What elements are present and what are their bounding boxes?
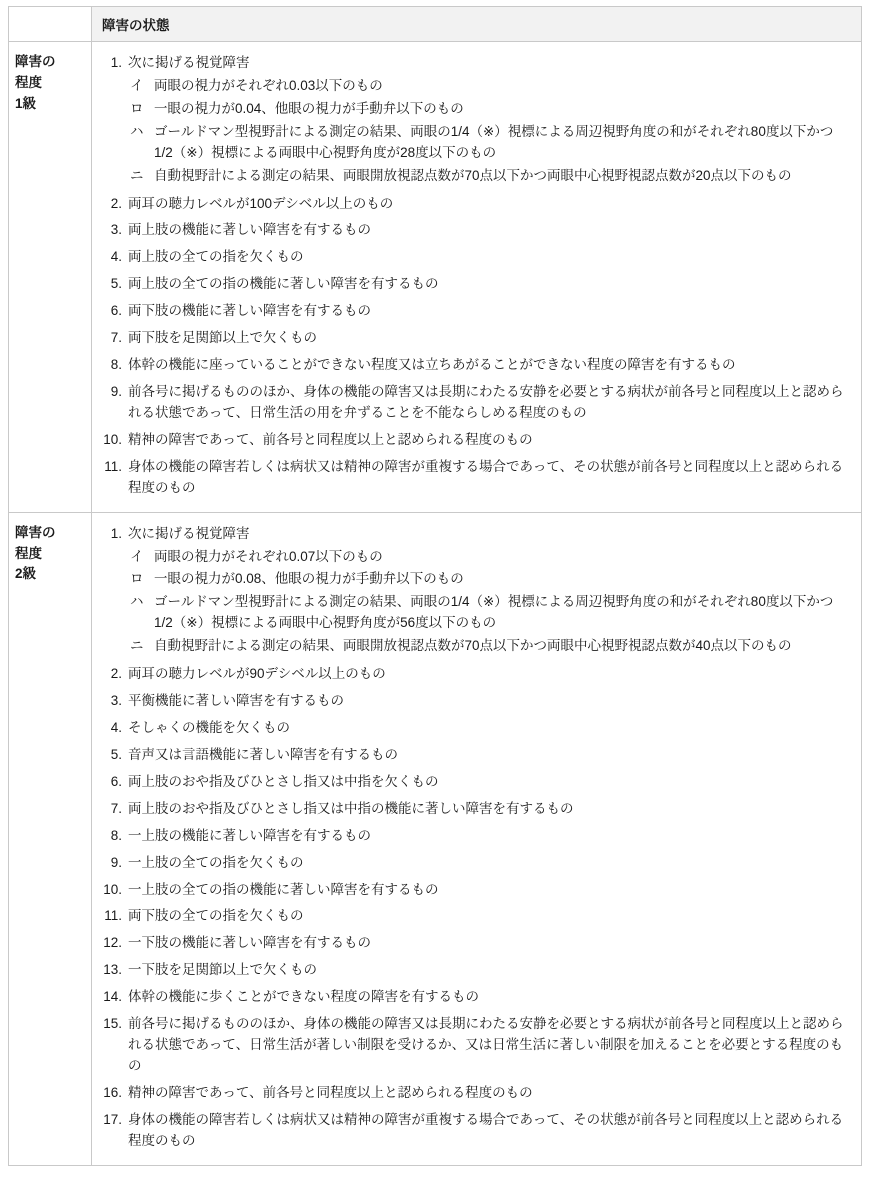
sublist-item-text: ゴールドマン型視野計による測定の結果、両眼の1/4（※）視標による周辺視野角度の和がそれぞれ80度以下かつ1/2（※）視標による両眼中心視野角度が28度以下のもの [154, 123, 834, 160]
condition-sublist [128, 75, 851, 188]
list-item [98, 1011, 851, 1080]
list-item [98, 352, 851, 379]
grade-label-cell [9, 512, 92, 1165]
list-item-text: 平衡機能に著しい障害を有するもの [128, 693, 344, 709]
list-item [98, 903, 851, 930]
sublist-item-text: 一眼の視力が0.04、他眼の視力が手動弁以下のもの [154, 100, 464, 116]
list-item-text: 両上肢の全ての指の機能に著しい障害を有するもの [128, 276, 439, 292]
sublist-item [128, 635, 851, 658]
sublist-item-marker: ニ [130, 638, 144, 654]
list-item-text: 前各号に掲げるもののほか、身体の機能の障害又は長期にわたる安静を必要とする病状が前各号と同程度以上と認められる状態であって、日常生活が著しい制限を受けるか、又は日常生活に著しい制限を加えることを必要とする程度のもの [128, 1016, 844, 1073]
sublist-item [128, 591, 851, 635]
column-header-blank [9, 7, 92, 42]
list-item [98, 877, 851, 904]
grade-content-cell [92, 42, 862, 513]
list-item-text: 両下肢の機能に著しい障害を有するもの [128, 303, 371, 319]
list-item-text: 一下肢を足関節以上で欠くもの [128, 962, 317, 978]
list-item [98, 454, 851, 502]
grade-label-line: 程度 [15, 74, 42, 90]
disability-grade-table [8, 6, 862, 1166]
sublist-item-marker: イ [130, 77, 144, 93]
list-item-text: そしゃくの機能を欠くもの [128, 719, 290, 735]
list-item-text: 一上肢の全ての指の機能に著しい障害を有するもの [128, 881, 439, 897]
grade-label-line: 2級 [15, 566, 37, 582]
grade-content-cell [92, 512, 862, 1165]
list-item [98, 521, 851, 662]
list-item-text: 体幹の機能に座っていることができない程度又は立ちあがることができない程度の障害を有するもの [128, 357, 736, 373]
grade-label-cell [9, 42, 92, 513]
list-item-text: 両下肢の全ての指を欠くもの [128, 908, 304, 924]
column-header-state: 障害の状態 [92, 7, 862, 42]
list-item [98, 1080, 851, 1107]
table-header [9, 7, 862, 42]
grade-label-line: 1級 [15, 95, 37, 111]
table-row [9, 512, 862, 1165]
sublist-item [128, 568, 851, 591]
list-item [98, 50, 851, 191]
grade-label-line: 障害の [15, 524, 56, 540]
sublist-item-text: 一眼の視力が0.08、他眼の視力が手動弁以下のもの [154, 571, 464, 587]
sublist-item-text: 自動視野計による測定の結果、両眼開放視認点数が70点以下かつ両眼中心視野視認点数が40点以下のもの [154, 638, 792, 654]
sublist-item-text: ゴールドマン型視野計による測定の結果、両眼の1/4（※）視標による周辺視野角度の和がそれぞれ80度以下かつ1/2（※）視標による両眼中心視野角度が56度以下のもの [154, 594, 834, 631]
sublist-item-marker: ロ [130, 100, 144, 116]
list-item-text: 身体の機能の障害若しくは病状又は精神の障害が重複する場合であって、その状態が前各号と同程度以上と認められる程度のもの [128, 458, 844, 495]
table-header-row [9, 7, 862, 42]
list-item-text: 一下肢の機能に著しい障害を有するもの [128, 935, 371, 951]
list-item [98, 217, 851, 244]
sublist-item [128, 121, 851, 165]
sublist-item [128, 546, 851, 569]
list-item [98, 823, 851, 850]
list-item [98, 661, 851, 688]
list-item-text: 両上肢のおや指及びひとさし指又は中指を欠くもの [128, 773, 439, 789]
list-item [98, 688, 851, 715]
table-body [9, 42, 862, 1166]
list-item [98, 191, 851, 218]
list-item-text: 両上肢の機能に著しい障害を有するもの [128, 222, 371, 238]
list-item-text: 精神の障害であって、前各号と同程度以上と認められる程度のもの [128, 431, 533, 447]
list-item-text: 音声又は言語機能に著しい障害を有するもの [128, 746, 398, 762]
list-item-text: 身体の機能の障害若しくは病状又は精神の障害が重複する場合であって、その状態が前各号と同程度以上と認められる程度のもの [128, 1111, 844, 1148]
list-item [98, 427, 851, 454]
sublist-item [128, 165, 851, 188]
sublist-item-marker: ハ [130, 123, 144, 139]
sublist-item-marker: ロ [130, 571, 144, 587]
list-item-text: 両耳の聴力レベルが100デシベル以上のもの [128, 195, 394, 211]
grade-label-line: 程度 [15, 545, 42, 561]
list-item [98, 325, 851, 352]
condition-list [98, 50, 851, 502]
list-item-text: 次に掲げる視覚障害 [128, 55, 250, 70]
condition-sublist [128, 546, 851, 659]
sublist-item-marker: イ [130, 548, 144, 564]
list-item [98, 796, 851, 823]
condition-list [98, 521, 851, 1155]
list-item-text: 両下肢を足関節以上で欠くもの [128, 330, 317, 346]
grade-label-line: 障害の [15, 54, 56, 69]
list-item [98, 930, 851, 957]
list-item [98, 957, 851, 984]
list-item [98, 298, 851, 325]
list-item-text: 体幹の機能に歩くことができない程度の障害を有するもの [128, 989, 479, 1005]
list-item-text: 両上肢の全ての指を欠くもの [128, 249, 304, 265]
sublist-item [128, 75, 851, 98]
table-row [9, 42, 862, 513]
list-item-text: 前各号に掲げるもののほか、身体の機能の障害又は長期にわたる安静を必要とする病状が前各号と同程度以上と認められる状態であって、日常生活の用を弁ずることを不能ならしめる程度のもの [128, 383, 844, 420]
sublist-item-text: 両眼の視力がそれぞれ0.07以下のもの [154, 548, 383, 564]
list-item [98, 271, 851, 298]
list-item [98, 984, 851, 1011]
sublist-item-text: 自動視野計による測定の結果、両眼開放視認点数が70点以下かつ両眼中心視野視認点数が20点以下のもの [154, 167, 792, 183]
list-item-text: 精神の障害であって、前各号と同程度以上と認められる程度のもの [128, 1084, 533, 1100]
sublist-item-marker: ハ [130, 594, 144, 610]
list-item-text: 一上肢の全ての指を欠くもの [128, 854, 304, 870]
list-item [98, 379, 851, 427]
list-item-text: 両上肢のおや指及びひとさし指又は中指の機能に著しい障害を有するもの [128, 800, 574, 816]
list-item [98, 850, 851, 877]
list-item-text: 次に掲げる視覚障害 [128, 525, 250, 541]
list-item [98, 769, 851, 796]
sublist-item-marker: ニ [130, 167, 144, 183]
list-item [98, 742, 851, 769]
sublist-item [128, 98, 851, 121]
list-item [98, 244, 851, 271]
list-item-text: 一上肢の機能に著しい障害を有するもの [128, 827, 371, 843]
list-item-text: 両耳の聴力レベルが90デシベル以上のもの [128, 666, 386, 682]
sublist-item-text: 両眼の視力がそれぞれ0.03以下のもの [154, 77, 383, 93]
list-item [98, 715, 851, 742]
list-item [98, 1107, 851, 1155]
